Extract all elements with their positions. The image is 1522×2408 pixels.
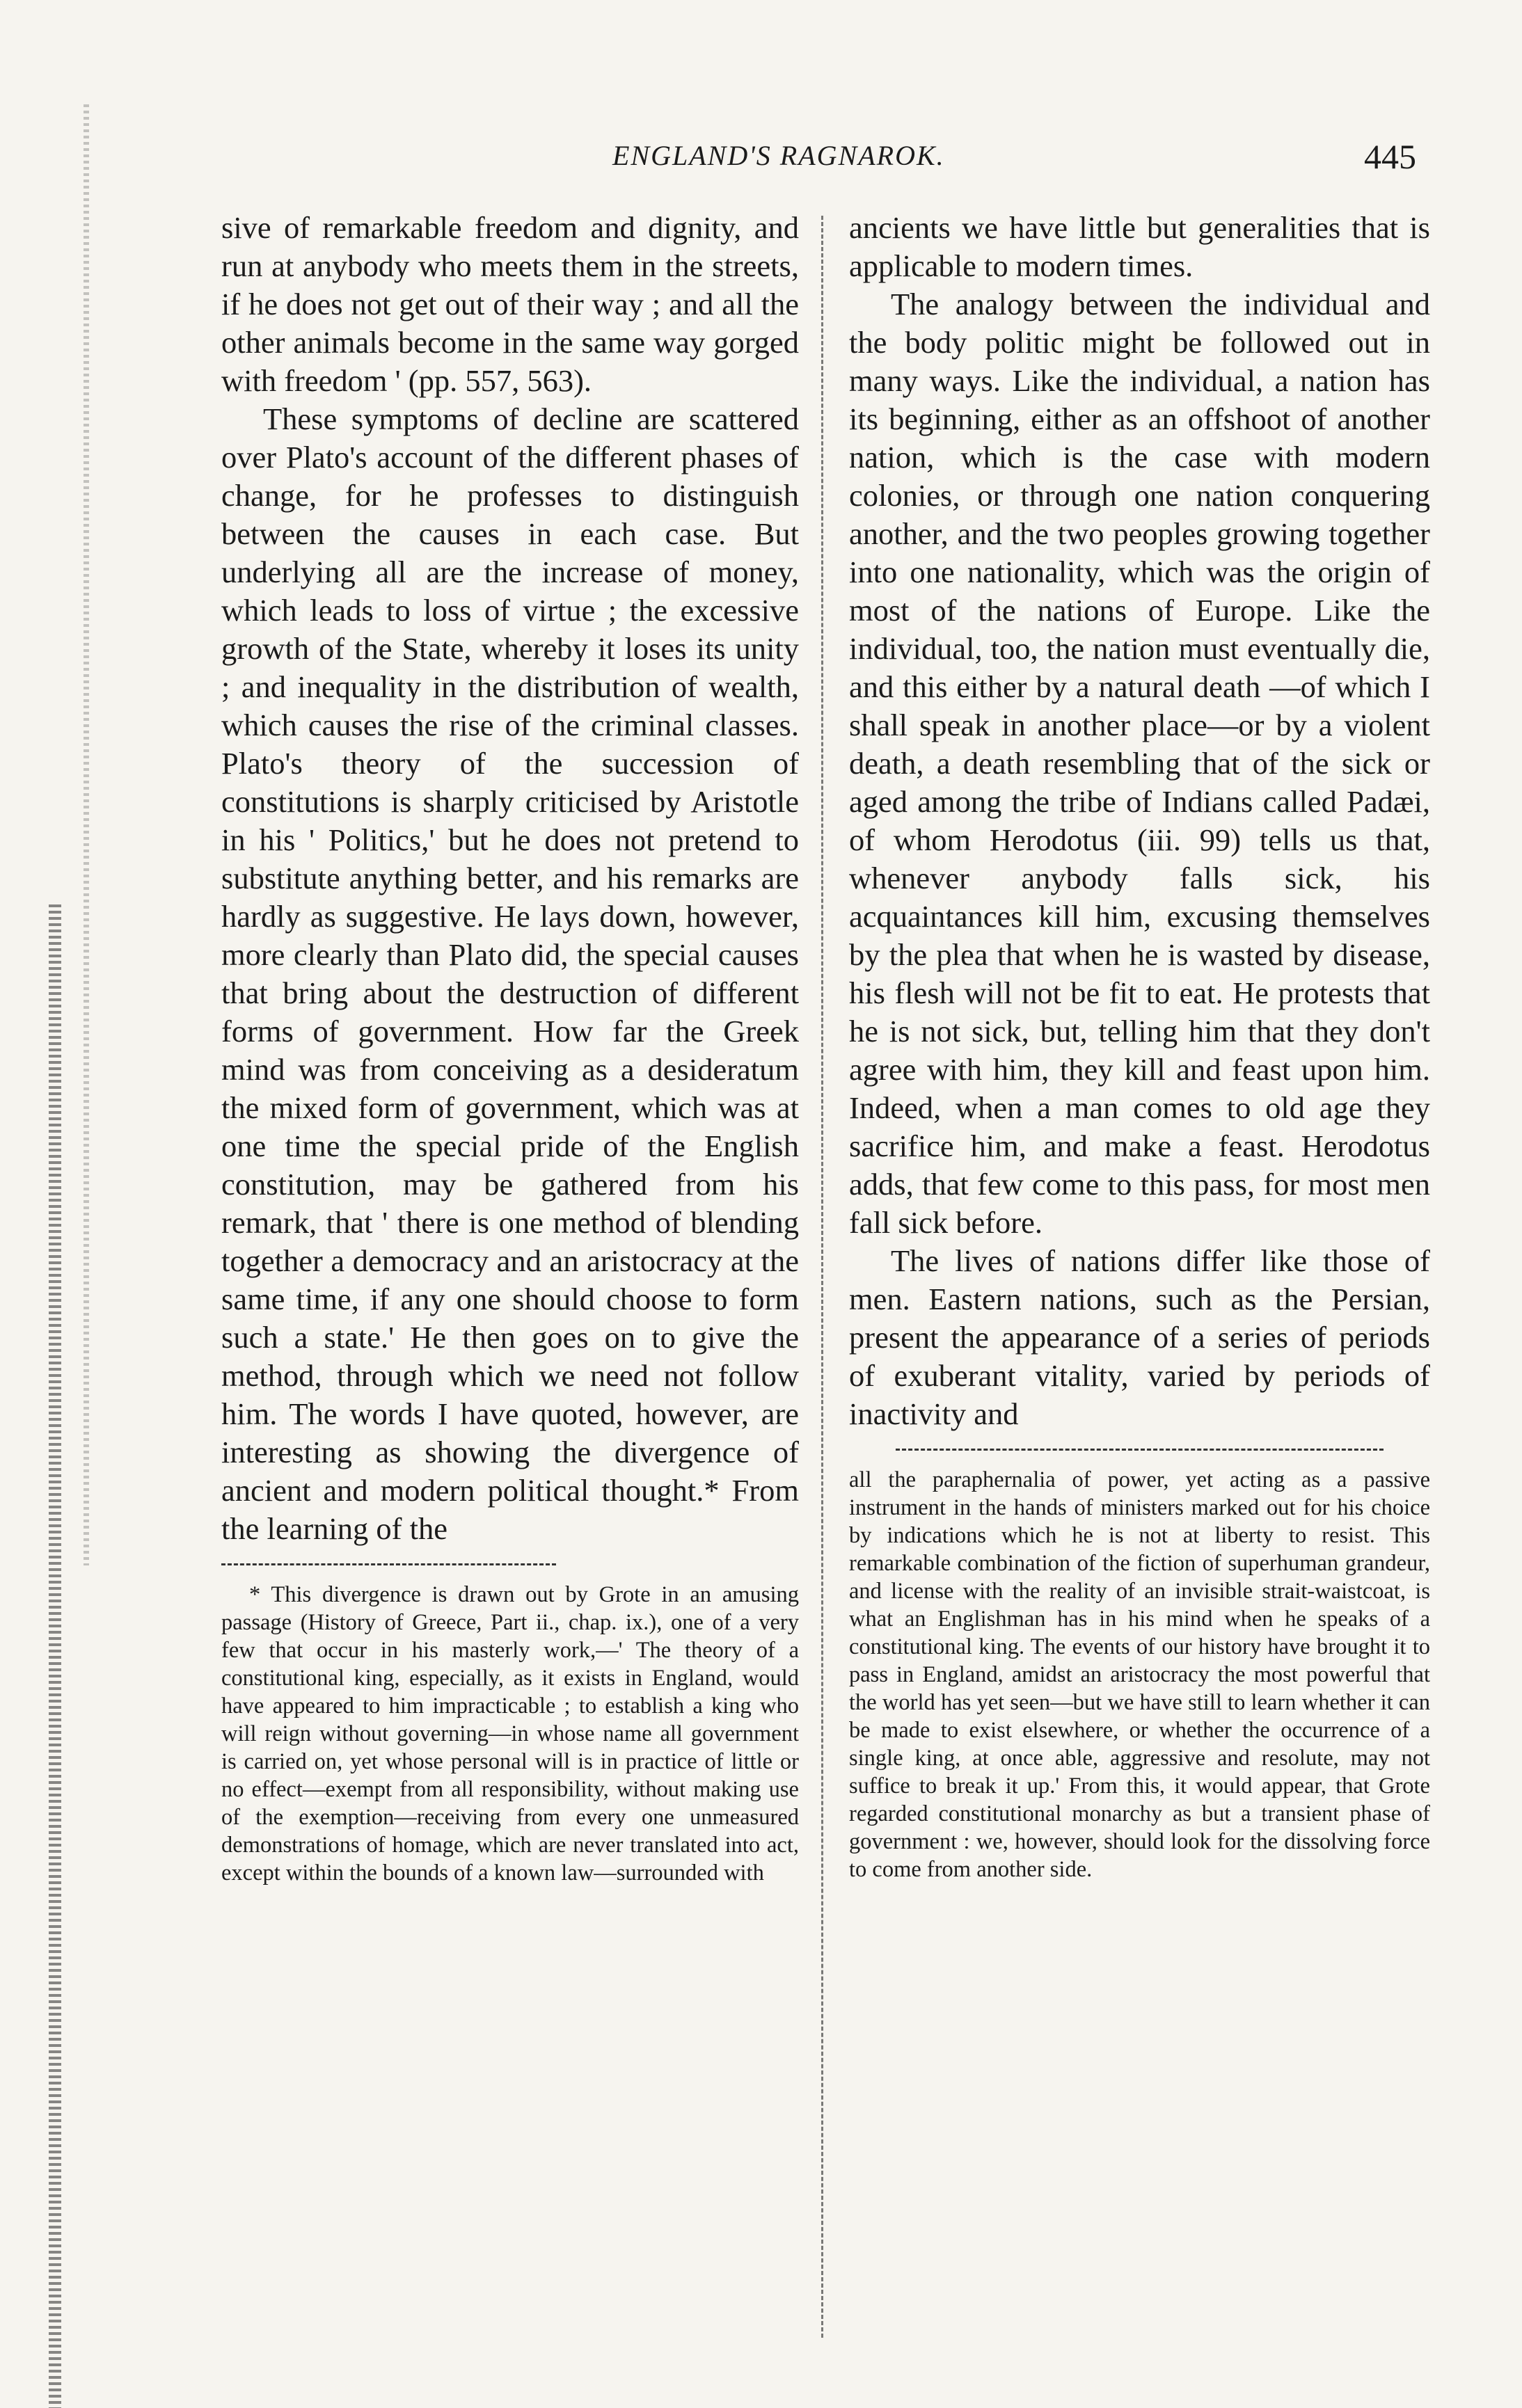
column-divider — [821, 216, 823, 2338]
footnote-rule — [221, 1563, 556, 1565]
paragraph: sive of remarkable freedom and dignity, and run at anybody who meets them in the streets, if he does not get out of their way ; and all the other animals become in the same way gorged with freedom ' (pp. 557, 563). — [221, 210, 799, 398]
left-column — [221, 209, 799, 1887]
footnote-text: * This divergence is drawn out by Grote in an amusing passage (History of Greece, Part ii., chap. ix.), one of a very few that occur in his masterly work,—' The theory of a constitutional king, especially, as it exists in England, would have appeared to him impracticable ; to establish a king who will reign without governing—in whose name all government is carried on, yet whose personal will is in practice of little or no effect—exempt from all responsibility, without making use of the exemption—receiving from every one unmeasured demonstrations of homage, which are never translated into act, except within the bounds of a known law—surrounded with — [221, 1582, 799, 1885]
right-column-body — [849, 209, 1430, 1433]
page-number: 445 — [1364, 137, 1416, 176]
running-head: ENGLAND'S RAGNAROK. — [612, 140, 945, 171]
binding-shadow-faint — [84, 104, 89, 1565]
paragraph: ancients we have little but generalities that is applicable to modern times. — [849, 210, 1430, 283]
binding-shadow — [49, 904, 61, 2408]
left-column-body — [221, 209, 799, 1548]
paragraph: The lives of nations differ like those of men. Eastern nations, such as the Persian, present the appearance of a series of periods of exuberant vitality, varied by periods of inactivity and — [849, 1243, 1430, 1431]
footnote-text: all the paraphernalia of power, yet acting as a passive instrument in the hands of ministers marked out for his choice by indications which he is not at liberty to resist. This remarkable combination of the fiction of superhuman grandeur, and license with the reality of an invisible strait-waistcoat, is what an Englishman has in his mind when he speaks of a constitutional king. The events of our history have brought it to pass in England, amidst an aristocracy the most powerful that the world has yet seen—but we have still to learn whether it can be made to exist elsewhere, or whether the occurrence of a single king, at once able, aggressive and resolute, may not suffice to break it up.' From this, it would appear, that Grote regarded constitutional monarchy as but a transient phase of government : we, however, should look for the dissolving force to come from another side. — [849, 1467, 1430, 1882]
paragraph: These symptoms of decline are scattered over Plato's account of the different phases of change, for he professes to distinguish between the causes in each case. But underlying all are the increase of money, which leads to loss of virtue ; the excessive growth of the State, whereby it loses its unity ; and inequality in the distribution of wealth, which causes the rise of the criminal classes. Plato's theory of the succession of constitutions is sharply criticised by Aristotle in his ' Politics,' but he does not pretend to substitute anything better, and his remarks are hardly as suggestive. He lays down, however, more clearly than Plato did, the special causes that bring about the destruction of different forms of government. How far the Greek mind was from conceiving as a desideratum the mixed form of government, which was at one time the special pride of the English constitution, may be gathered from his remark, that ' there is one method of blending together a democracy and an aristocracy at the same time, if any one should choose to form such a state.' He then goes on to give the method, through which we need not follow him. The words I have quoted, however, are interesting as showing the divergence of ancient and modern political thought.* From the learning of the — [221, 401, 799, 1546]
footnote-rule — [896, 1449, 1384, 1451]
paragraph: The analogy between the individual and the body politic might be followed out in many ways. Like the individual, a nation has its beginning, either as an offshoot of another nation, which is the case with modern colonies, or through one nation conquering another, and the two peoples growing together into one nationality, which was the origin of most of the nations of Europe. Like the individual, too, the nation must eventually die, and this either by a natural death —of which I shall speak in another place—or by a violent death, a death resembling that of the sick or aged among the tribe of Indians called Padæi, of whom Herodotus (iii. 99) tells us that, whenever anybody falls sick, his acquaintances kill him, excusing themselves by the plea that when he is wasted by disease, his flesh will not be fit to eat. He protests that he is not sick, but, telling him that they don't agree with him, they kill and feast upon him. Indeed, when a man comes to old age they sacrifice him, and make a feast. Herodotus adds, that few come to this pass, for most men fall sick before. — [849, 287, 1430, 1240]
right-column — [849, 209, 1430, 1883]
footnote-continued — [849, 1466, 1430, 1883]
footnote — [221, 1581, 799, 1887]
